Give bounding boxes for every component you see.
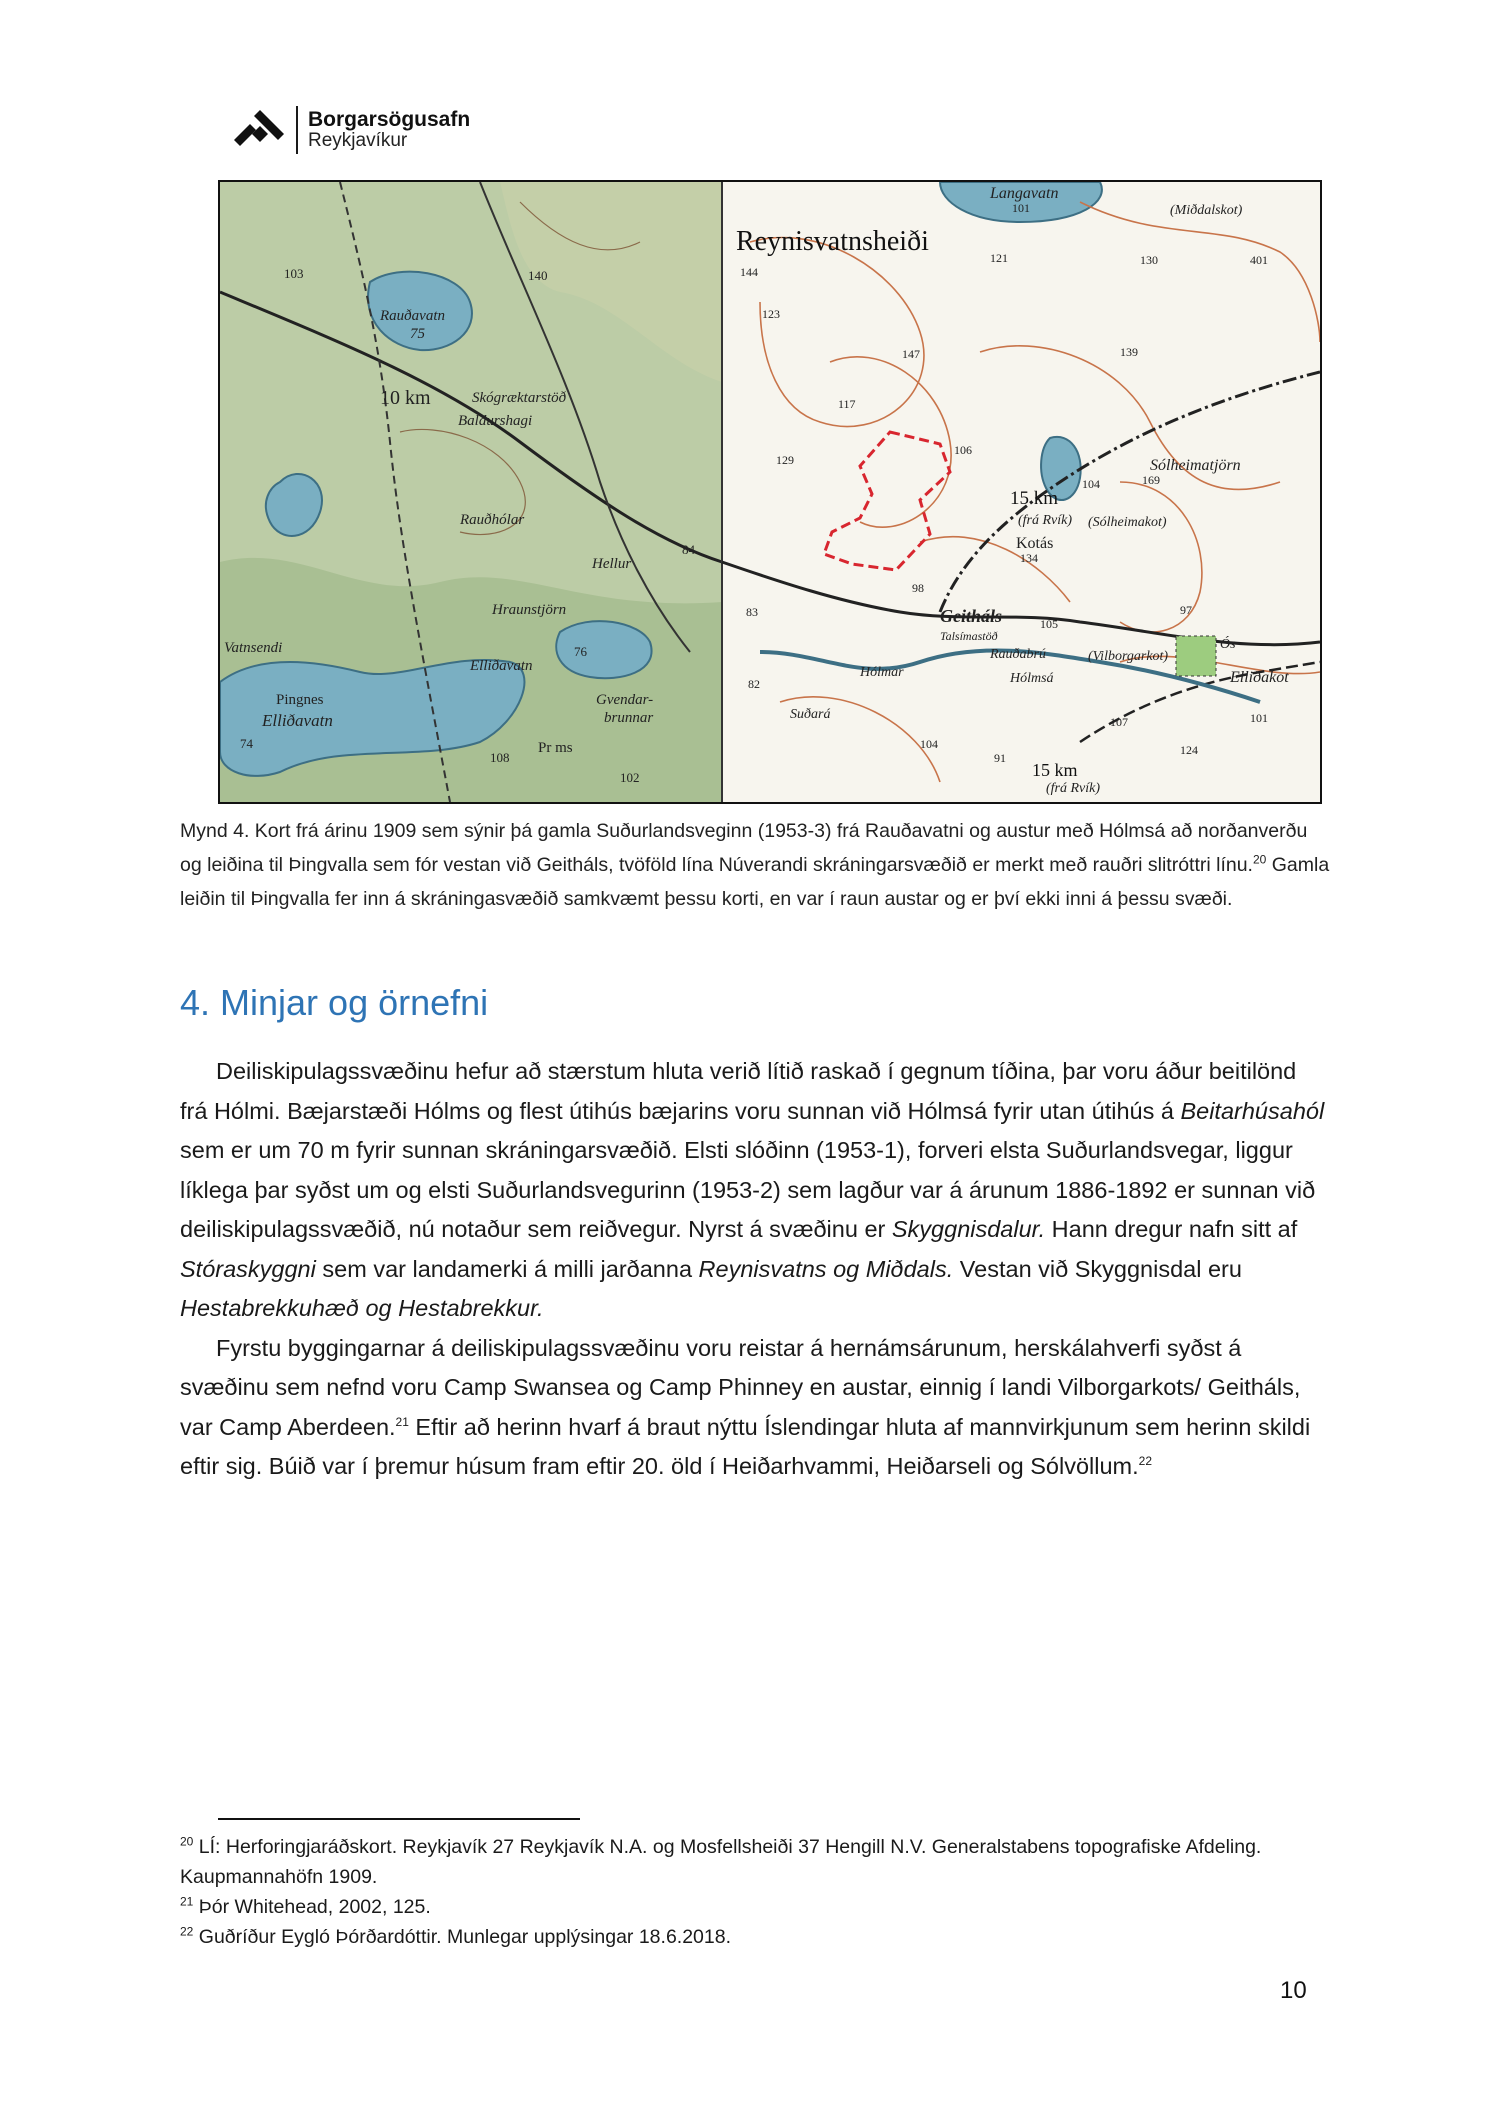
label-elevation-82: 82 <box>748 677 760 691</box>
label-elevation-102: 102 <box>620 770 640 785</box>
label-geithals: Geitháls <box>940 606 1003 626</box>
label-gvendarbrunnar-1: Gvendar- <box>596 692 654 708</box>
label-elevation-107: 107 <box>1110 715 1128 729</box>
label-elevation-104: 104 <box>1082 477 1100 491</box>
label-distance-15km: 15 km <box>1010 488 1059 509</box>
label-fra-rvik-b: (frá Rvík) <box>1046 781 1101 796</box>
label-os: Ós <box>1220 637 1236 652</box>
logo-name: Borgarsögusafn <box>308 108 471 131</box>
label-randabru: Rauðabrú <box>990 647 1046 662</box>
logo-city: Reykjavíkur <box>308 130 408 152</box>
body-text <box>180 1052 1330 1487</box>
label-elevation-134: 134 <box>1020 551 1038 565</box>
label-reynisvatnsheidi: Reynisvatnsheiði <box>736 226 929 257</box>
museum-logo-icon <box>230 106 288 154</box>
place-name: Reynisvatns og Miðdals. <box>698 1255 954 1282</box>
logo-divider <box>296 106 298 154</box>
label-elevation-76: 76 <box>574 644 587 659</box>
footnote-ref[interactable]: 20 <box>1252 852 1267 867</box>
label-elevation-91: 91 <box>994 751 1006 765</box>
label-holmsa: Hólmsá <box>1010 671 1054 686</box>
label-elevation-106: 106 <box>954 443 972 457</box>
label-ellidavatn: Elliðavatn <box>262 711 333 730</box>
footnote-number: 21 <box>180 1894 194 1909</box>
label-elevation-84: 84 <box>682 542 695 557</box>
paragraph: Deiliskipulagssvæðinu hefur að stærstum hluta verið lítið raskað í gegnum tíðina, þar voru áður beitilönd frá Hólmi. Bæjarstæði Hólms og flest útihús bæjarins voru sunnan við Hólmsá fyrir utan útihús á Beitarhúsahól sem er um 70 m fyrir sunnan skráningarsvæðið. Elsti slóðinn (1953-1), forveri elsta Suðurlandsvegar, liggur líklega þar syðst um og elsti Suðurlandsvegurinn (1953-2) sem lagður var á árunum 1886-1892 er sunnan við deiliskipulagssvæðið, nú notaður sem reiðvegur. Nyrst á svæðinu er Skyggnisdalur. Hann dregur nafn sitt af Stóraskyggni sem var landamerki á milli jarðanna Reynisvatns og Miðdals. Vestan við Skyggnisdal eru Hestabrekkuhæð og Hestabrekkur. <box>180 1058 1325 1321</box>
footnote-separator <box>218 1818 580 1820</box>
label-raudholar: Rauðhólar <box>460 512 525 528</box>
label-elevation-98: 98 <box>912 581 924 595</box>
label-hraunstjorn: Hraunstjörn <box>492 602 567 618</box>
label-hellur: Hellur <box>592 556 632 572</box>
label-langavatn-num: 101 <box>1012 201 1030 215</box>
label-langavatn: Langavatn <box>990 185 1059 202</box>
place-name: Beitarhúsahól <box>1180 1097 1325 1124</box>
label-baldurshagi: Baldurshagi <box>458 413 533 429</box>
label-elevation-97: 97 <box>1180 603 1192 617</box>
place-name: Stóraskyggni <box>180 1255 316 1282</box>
place-name: Hestabrekkuhæð og Hestabrekkur. <box>180 1295 544 1321</box>
label-midalskot: (Miðdalskot) <box>1170 203 1243 218</box>
label-elevation-117: 117 <box>838 397 856 411</box>
label-elevation-147: 147 <box>902 347 920 361</box>
label-vilborgarkot: (Vilborgarkot) <box>1088 649 1169 664</box>
footnote <box>180 1892 1330 1922</box>
section-heading: 4. Minjar og örnefni <box>180 982 489 1023</box>
label-pingnes: Pingnes <box>276 692 324 708</box>
footnote-text: Þór Whitehead, 2002, 125. <box>193 1896 431 1918</box>
footnote-number: 22 <box>180 1924 194 1939</box>
map-image <box>220 182 1320 802</box>
footnote <box>180 1922 1330 1952</box>
label-solheimatjorn: Sólheimatjörn <box>1150 457 1241 474</box>
label-ellidakot: Elliðakot <box>1230 669 1289 686</box>
label-elevation-139: 139 <box>1120 345 1138 359</box>
label-elevation-103: 103 <box>284 266 304 281</box>
label-distance-15km-b: 15 km <box>1032 760 1078 780</box>
map-green-field <box>1176 636 1216 676</box>
footnotes <box>180 1832 1330 1952</box>
label-elevation-83: 83 <box>746 605 758 619</box>
label-elevation-121: 121 <box>990 251 1008 265</box>
label-talsimastod: Talsímastöð <box>940 629 998 643</box>
label-ellidavatn-small: Elliðavatn <box>470 658 533 674</box>
label-elevation-129: 129 <box>776 453 794 467</box>
lake-hraunstjorn <box>556 621 651 678</box>
header-logo <box>230 104 470 156</box>
historical-map-figure <box>218 180 1322 804</box>
caption-text: Mynd 4. Kort frá árinu 1909 sem sýnir þá gamla Suðurlandsveginn (1953-3) frá Rauðavatni og austur með Hólmsá að norðanverðu og leiðina til Þingvalla sem fór vestan við Geitháls, tvöföld lína Núverandi skráningarsvæðið er merkt með rauðri slitróttri línu. <box>180 820 1308 876</box>
label-distance-10km: 10 km <box>380 387 431 409</box>
label-elevation-74: 74 <box>240 736 253 751</box>
label-elevation-108: 108 <box>490 750 510 765</box>
label-elevation-104b: 104 <box>920 737 938 751</box>
footnote-number: 20 <box>180 1834 194 1849</box>
label-elevation-169: 169 <box>1142 473 1160 487</box>
label-sudara: Suðará <box>790 707 831 722</box>
label-gvendarbrunnar-2: brunnar <box>604 710 654 726</box>
label-elevation-101b: 101 <box>1250 711 1268 725</box>
page-number: 10 <box>1280 1977 1307 2004</box>
footnote <box>180 1832 1330 1892</box>
label-randavatn-num: 75 <box>410 326 425 342</box>
label-elevation-123: 123 <box>762 307 780 321</box>
label-holmar: Hólmar <box>860 665 904 680</box>
label-solheimakot: (Sólheimakot) <box>1088 515 1167 530</box>
label-vatnsendi: Vatnsendi <box>224 640 283 656</box>
footnote-text: Guðríður Eygló Þórðardóttir. Munlegar upplýsingar 18.6.2018. <box>193 1926 732 1948</box>
footnote-text: LÍ: Herforingjaráðskort. Reykjavík 27 Reykjavík N.A. og Mosfellsheiði 37 Hengill N.V. Generalstabens topografiske Afdeling. Kaupmannahöfn 1909. <box>180 1836 1262 1888</box>
label-kotas: Kotás <box>1016 535 1054 552</box>
label-prms: Pr ms <box>538 740 573 756</box>
label-elevation-130: 130 <box>1140 253 1158 267</box>
footnote-ref[interactable]: 21 <box>395 1414 409 1429</box>
label-elevation-401: 401 <box>1250 253 1268 267</box>
label-randavatn: Rauðavatn <box>380 308 445 324</box>
place-name: Skyggnisdalur. <box>891 1216 1046 1242</box>
caption-text-continued: Gamla leiðin til Þingvalla fer inn á skráningasvæðið samkvæmt þessu korti, en var í raun austar og er því ekki inni á þessu svæði. <box>180 854 1330 910</box>
label-elevation-144: 144 <box>740 265 758 279</box>
label-elevation-124: 124 <box>1180 743 1198 757</box>
figure-caption <box>180 814 1330 916</box>
paragraph: Fyrstu byggingarnar á deiliskipulagssvæðinu voru reistar á hernámsárunum, herskálahverfi syðst á svæðinu sem nefnd voru Camp Swansea og Camp Phinney en austar, einnig í landi Vilborgarkots/ Geitháls, var Camp Aberdeen.$^{21}$ Eftir að herinn hvarf á braut nýttu Íslendingar hluta af mannvirkjunum sem herinn skildi eftir sig. Búið var í þremur húsum fram eftir 20. öld í Heiðarhvammi, Heiðarseli og Sólvöllum.$^{22}$ <box>180 1334 1311 1479</box>
label-elevation-105: 105 <box>1040 617 1058 631</box>
label-skograektarstod: Skógræktarstöð <box>472 390 567 406</box>
footnote-ref[interactable]: 22 <box>1138 1454 1152 1469</box>
label-fra-rvik: (frá Rvík) <box>1018 513 1073 528</box>
label-elevation-140: 140 <box>528 268 548 283</box>
